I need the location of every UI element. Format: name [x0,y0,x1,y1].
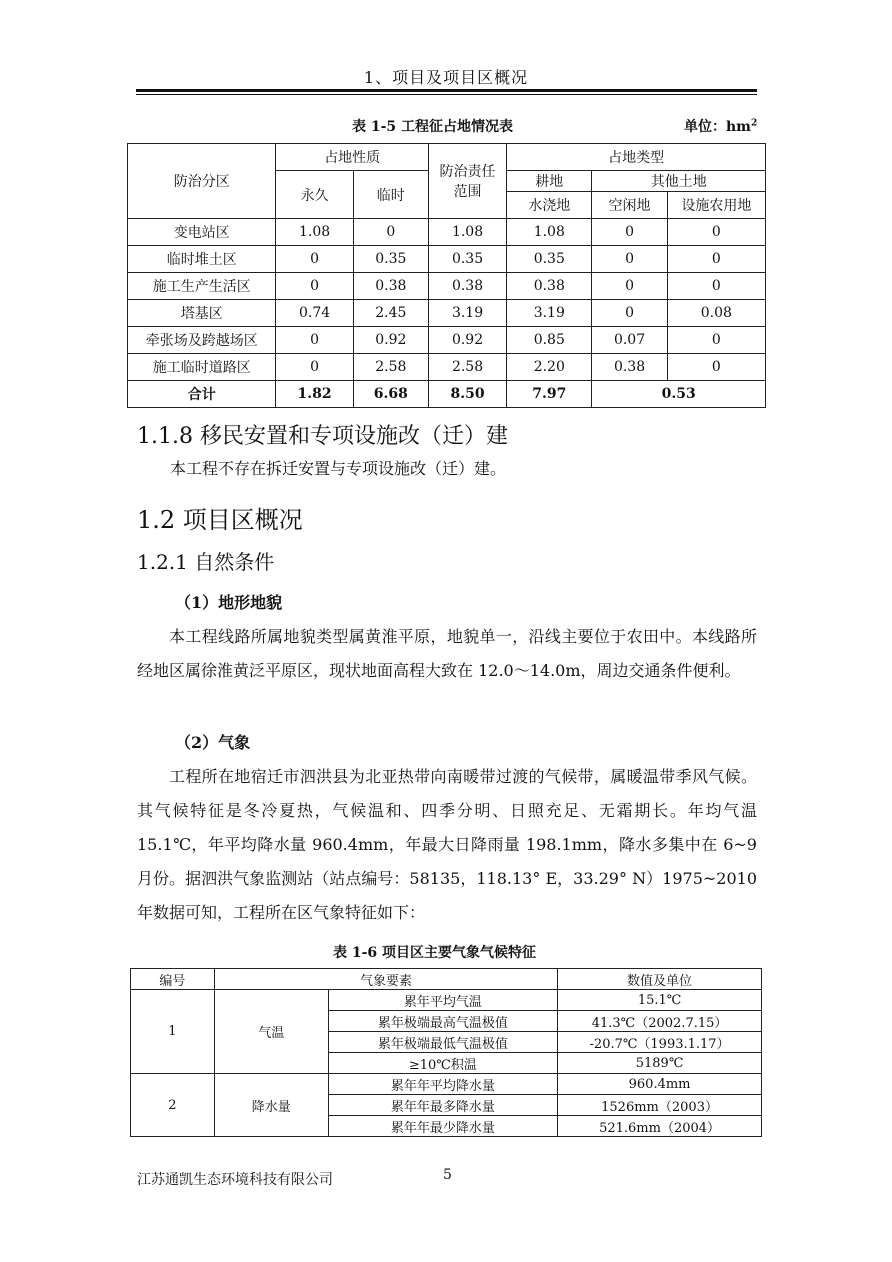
table-cell: 1.82 [276,381,353,408]
table-cell: 塔基区 [128,300,276,327]
table-row [128,300,766,327]
table1-unit: 单位：$hm^2$ [684,118,758,135]
table-cell: 1.08 [276,219,353,246]
table-cell: 0 [276,327,353,354]
section-1-1-8-title: 1.1.8 移民安置和专项设施改（迁）建 [137,424,508,449]
th-landtype: 占地类型 [507,144,766,171]
th-nature: 占地性质 [276,144,428,171]
terrain-subtitle: （1）地形地貌 [175,593,283,612]
table-cell: 2.45 [353,300,428,327]
table-cell: 变电站区 [128,219,276,246]
table-cell: 2.20 [507,354,592,381]
table-cell: 0.53 [592,381,766,408]
th-idle: 空闲地 [592,192,667,219]
table-cell: 0.07 [592,327,667,354]
table-cell: 0 [667,219,765,246]
element-name: ≥10℃积温 [328,1053,558,1074]
th-other-land: 其他土地 [592,171,766,192]
table-cell: 0.38 [592,354,667,381]
th-element: 气象要素 [214,969,557,990]
element-name: 累年极端最高气温极值 [328,1011,558,1032]
climate-paragraph: 工程所在地宿迁市泗洪县为北亚热带向南暖带过渡的气候带，属暖温带季风气候。其气候特征是冬冷夏热，气候温和、四季分明、日照充足、无霜期长。年均气温 15.1℃，年平均降水量 960.4mm，年最大日降雨量 198.1mm，降水多集中在 6~9 月份。据泗洪气象监测站（站点编号：58135，118.13° E，33.29° N）1975~2010 年数据可知，工程所在区气象特征如下： [137,767,757,922]
table-cell: 0 [276,246,353,273]
table-cell: 施工临时道路区 [128,354,276,381]
climate-table [130,968,762,1137]
element-value: 15.1℃ [558,990,762,1011]
table-cell: 0.35 [428,246,506,273]
table-cell: 8.50 [428,381,506,408]
table-cell: 0.92 [428,327,506,354]
th-farmland: 耕地 [507,171,592,192]
section-1-2-title: 1.2 项目区概况 [137,506,303,534]
table-cell: 临时堆土区 [128,246,276,273]
table-cell: 1.08 [428,219,506,246]
table-cell: 0 [667,273,765,300]
element-value: 960.4mm [558,1074,762,1095]
table-cell: 2.58 [353,354,428,381]
table-cell: 合计 [128,381,276,408]
table-cell: 0 [592,219,667,246]
th-facility: 设施农用地 [667,192,765,219]
table-cell: 3.19 [507,300,592,327]
table-cell: 牵张场及跨越场区 [128,327,276,354]
th-temporary: 临时 [353,171,428,219]
table-row [128,354,766,381]
table-cell: 0.38 [507,273,592,300]
table-row [128,246,766,273]
element-value: 5189℃ [558,1053,762,1074]
table-cell: 7.97 [507,381,592,408]
th-zone: 防治分区 [128,144,276,219]
running-header: 1、项目及项目区概况 [363,68,529,87]
page-number: 5 [443,1167,452,1183]
table-cell: 2.58 [428,354,506,381]
table-cell: 0 [667,327,765,354]
element-name: 累年极端最低气温极值 [328,1032,558,1053]
element-value: -20.7℃（1993.1.17） [558,1032,762,1053]
table-cell: 施工生产生活区 [128,273,276,300]
table-row [128,273,766,300]
table-cell: 0 [276,354,353,381]
table-cell: 0.38 [353,273,428,300]
table-cell: 0.35 [507,246,592,273]
table-cell: 0.35 [353,246,428,273]
th-value: 数值及单位 [558,969,762,990]
terrain-paragraph: 本工程线路所属地貌类型属黄淮平原，地貌单一，沿线主要位于农田中。本线路所经地区属徐淮黄泛平原区，现状地面高程大致在 12.0～14.0m，周边交通条件便利。 [137,627,757,680]
element-name: 累年年最多降水量 [328,1095,558,1116]
total-row [128,381,766,408]
land-occupation-table [127,143,766,408]
section-1-2-1-title: 1.2.1 自然条件 [137,550,275,574]
table-row [131,1074,762,1095]
element-value: 1526mm（2003） [558,1095,762,1116]
table-cell: 0.74 [276,300,353,327]
table-cell: 0.85 [507,327,592,354]
table1-caption: 表 1-5 工程征占地情况表 [352,119,514,135]
th-permanent: 永久 [276,171,353,219]
table-cell: 3.19 [428,300,506,327]
footer-company: 江苏通凯生态环境科技有限公司 [137,1172,333,1188]
element-value: 41.3℃（2002.7.15） [558,1011,762,1032]
element-value: 521.6mm（2004） [558,1116,762,1137]
th-responsibility: 防治责任范围 [428,144,506,219]
table-cell: 0 [592,273,667,300]
header-rule-thin [136,94,757,95]
table-row [128,327,766,354]
element-name: 累年年最少降水量 [328,1116,558,1137]
group-name: 气温 [214,990,328,1074]
table-cell: 0 [592,246,667,273]
table-cell: 0 [667,246,765,273]
table-cell: 0 [276,273,353,300]
table-row [128,219,766,246]
table-cell: 1.08 [507,219,592,246]
table-cell: 0 [667,354,765,381]
table-cell: 0 [353,219,428,246]
table-cell: 6.68 [353,381,428,408]
section-1-1-8-text: 本工程不存在拆迁安置与专项设施改（迁）建。 [170,459,507,478]
element-name: 累年年平均降水量 [328,1074,558,1095]
table-cell: 0.38 [428,273,506,300]
element-name: 累年平均气温 [328,990,558,1011]
table-cell: 0.08 [667,300,765,327]
table2-caption: 表 1-6 项目区主要气象气候特征 [333,945,537,961]
group-number: 2 [131,1074,215,1137]
table-row [131,990,762,1011]
group-name: 降水量 [214,1074,328,1137]
th-no: 编号 [131,969,215,990]
table-cell: 0.92 [353,327,428,354]
climate-subtitle: （2）气象 [175,733,251,752]
group-number: 1 [131,990,215,1074]
th-irrigated: 水浇地 [507,192,592,219]
table-cell: 0 [592,300,667,327]
header-rule-thick [136,89,757,92]
